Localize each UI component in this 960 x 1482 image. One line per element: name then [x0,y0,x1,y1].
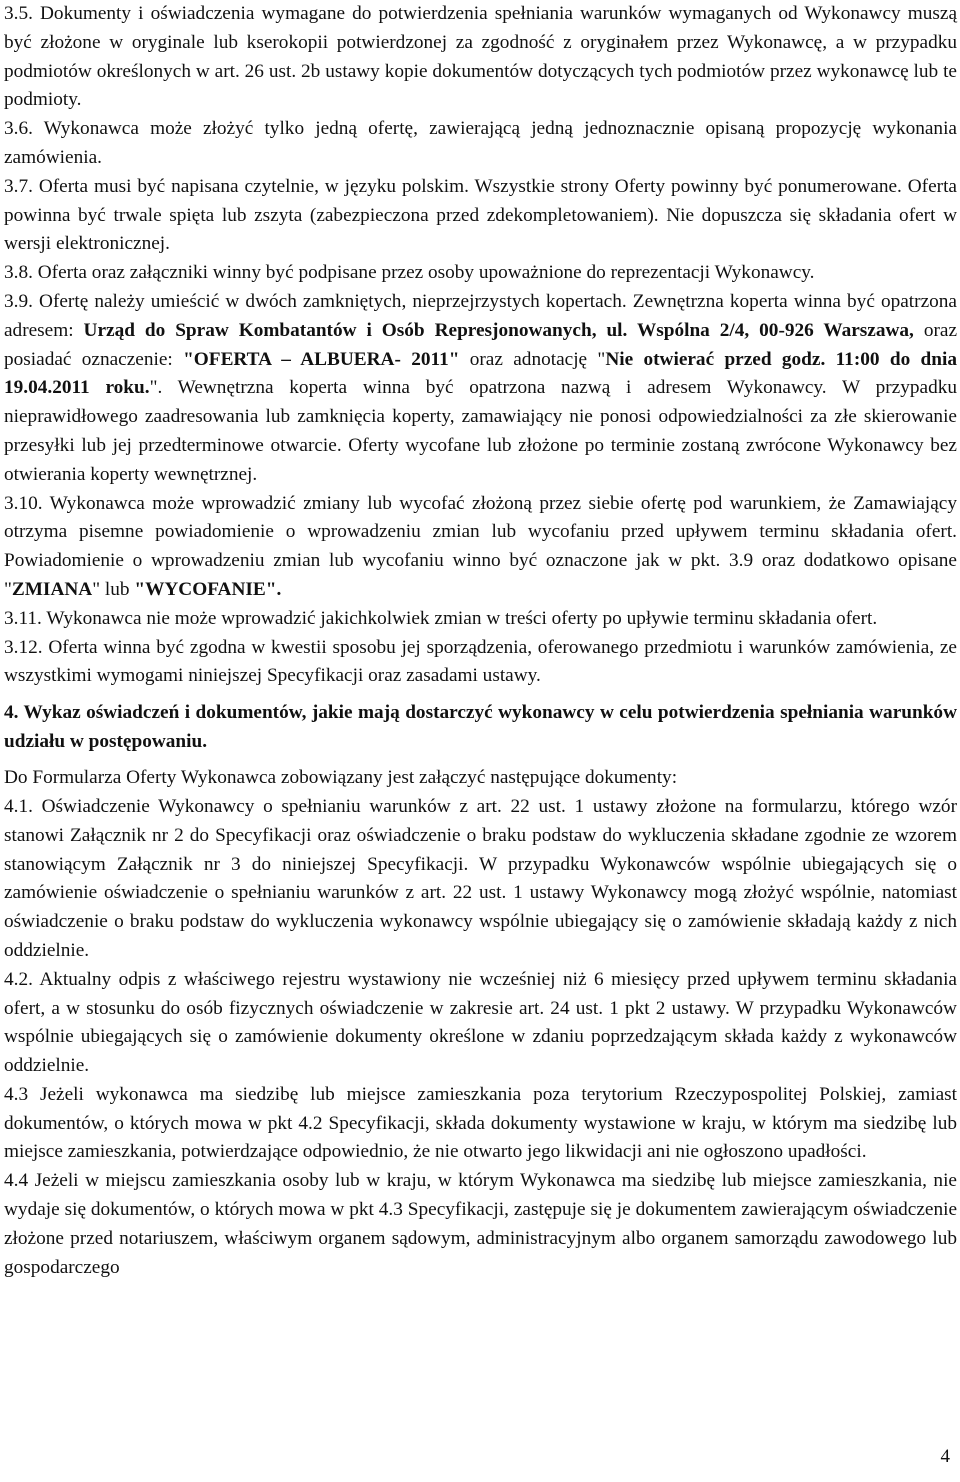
p310-text-1: 3.10. Wykonawca może wprowadzić zmiany lub wycofać złożoną przez siebie ofertę pod warunkiem, że Zamawiający otrzyma pisemne powiadomienie o wprowadzeniu zmian lub wycofaniu przed upływem terminu składania ofert. Powiadomienie o wprowadzeniu zmian lub wycofaniu winno być oznaczone jak w pkt. 3.9 oraz dodatkowo opisane " [4,492,957,600]
paragraph-3-11: 3.11. Wykonawca nie może wprowadzić jakichkolwiek zmian w treści oferty po upływie terminu składania ofert. [4,607,878,629]
paragraph-3-9 [4,288,957,490]
paragraph-4-2: 4.2. Aktualny odpis z właściwego rejestru wystawiony nie wcześniej niż 6 miesięcy przed upływem terminu składania ofert, a w stosunku do osób fizycznych oświadczenie w zakresie art. 24 ust. 1 pkt 2 ustawy. W przypadku Wykonawców wspólnie ubiegających się o zamówienie dokumenty określone w zdaniu poprzedzającym składa każdy z wykonawców oddzielnie. [4,968,957,1077]
p39-text-3: oraz adnotację " [459,348,606,370]
p310-wycofanie: "WYCOFANIE". [134,578,282,600]
document-page [4,0,957,1282]
p39-text-4: ". Wewnętrzna koperta winna być opatrzona nazwą i adresem Wykonawcy. W przypadku nieprawidłowego zaadresowania lub zamknięcia koperty, zamawiający nie ponosi odpowiedzialności za złe skierowanie przesyłki lub jej przedterminowe otwarcie. Oferty wycofane lub złożone po terminie zostaną zwrócone Wykonawcy bez otwierania koperty wewnętrznej. [4,377,958,485]
paragraph-4-3: 4.3 Jeżeli wykonawca ma siedzibę lub miejsce zamieszkania poza terytorium Rzeczypospolitej Polskiej, zamiast dokumentów, o których mowa w pkt 4.2 Specyfikacji, składa dokumenty wystawione w kraju, w którym ma siedzibę lub miejsce zamieszkania, potwierdzające odpowiednio, że nie otwarto jego likwidacji ani nie ogłoszono upadłości. [4,1083,957,1163]
paragraph-3-12: 3.12. Oferta winna być zgodna w kwestii sposobu jej sporządzenia, oferowanego przedmiotu i warunków zamówienia, ze wszystkimi wymogami niniejszej Specyfikacji oraz zasadami ustawy. [4,636,957,687]
paragraph-3-8: 3.8. Oferta oraz załączniki winny być podpisane przez osoby upoważnione do reprezentacji Wykonawcy. [4,262,815,284]
section-4-heading: 4. Wykaz oświadczeń i dokumentów, jakie mają dostarczyć wykonawcy w celu potwierdzenia spełniania warunków udziału w postępowaniu. [4,702,957,753]
page-number: 4 [940,1446,950,1467]
paragraph-4-4: 4.4 Jeżeli w miejscu zamieszkania osoby lub w kraju, w którym Wykonawca ma siedzibę lub miejsce zamieszkania, nie wydaje się dokumentów, o których mowa w pkt 4.3 Specyfikacji, zastępuje się je dokumentem zawierającym oświadczenie złożone przed notariuszem, właściwym organem sądowym, administracyjnym albo organem samorządu zawodowego lub gospodarczego [4,1170,957,1278]
p39-marking: "OFERTA – ALBUERA- 2011" [183,348,460,370]
p39-address: Urząd do Spraw Kombatantów i Osób Represjonowanych, ul. Wspólna 2/4, 00-926 Warszawa, [83,319,914,341]
paragraph-3-7: 3.7. Oferta musi być napisana czytelnie, w języku polskim. Wszystkie strony Oferty powinny być ponumerowane. Oferta powinna być trwale spięta lub zszyta (zabezpieczona przed zdekompletowaniem). Nie dopuszcza się składania ofert w wersji elektronicznej. [4,175,957,255]
p39-text-2: oraz posiadać oznaczenie: [4,319,958,370]
paragraph-3-5: 3.5. Dokumenty i oświadczenia wymagane do potwierdzenia spełniania warunków wymaganych od Wykonawcy muszą być złożone w oryginale lub kserokopii potwierdzonej za zgodność z oryginałem przez Wykonawcę, a w przypadku podmiotów określonych w art. 26 ust. 2b ustawy kopie dokumentów dotyczących tych podmiotów przez wykonawcę lub te podmioty. [4,3,957,111]
paragraph-3-6: 3.6. Wykonawca może złożyć tylko jedną ofertę, zawierającą jedną jednoznacznie opisaną propozycję wykonania zamówienia. [4,118,957,168]
paragraph-3-10 [4,490,957,605]
p39-text-1: 3.9. Ofertę należy umieścić w dwóch zamkniętych, nieprzejrzystych kopertach. Zewnętrzna koperta winna być opatrzona adresem: [4,290,957,341]
paragraph-4-1: 4.1. Oświadczenie Wykonawcy o spełnianiu warunków z art. 22 ust. 1 ustawy złożone na formularzu, którego wzór stanowi Załącznik nr 2 do Specyfikacji oraz oświadczenie o braku podstaw do wykluczenia składane zgodnie ze wzorem stanowiącym Załącznik nr 3 do niniejszej Specyfikacji. W przypadku Wykonawców wspólnie ubiegających się o zamówienie oświadczenie o spełnianiu warunków z art. 22 ust. 1 ustawy Wykonawcy mogą złożyć wspólnie, natomiast oświadczenie o braku podstaw do wykluczenia wykonawcy wspólnie ubiegający się o zamówienie składają każdy z nich oddzielnie. [4,795,957,961]
p310-text-2: " lub [92,578,135,600]
section-4-intro: Do Formularza Oferty Wykonawca zobowiązany jest załączyć następujące dokumenty: [4,767,678,789]
p39-annotation: Nie otwierać przed godz. 11:00 do dnia 19.04.2011 roku. [4,348,957,399]
p310-zmiana: ZMIANA [11,578,93,600]
